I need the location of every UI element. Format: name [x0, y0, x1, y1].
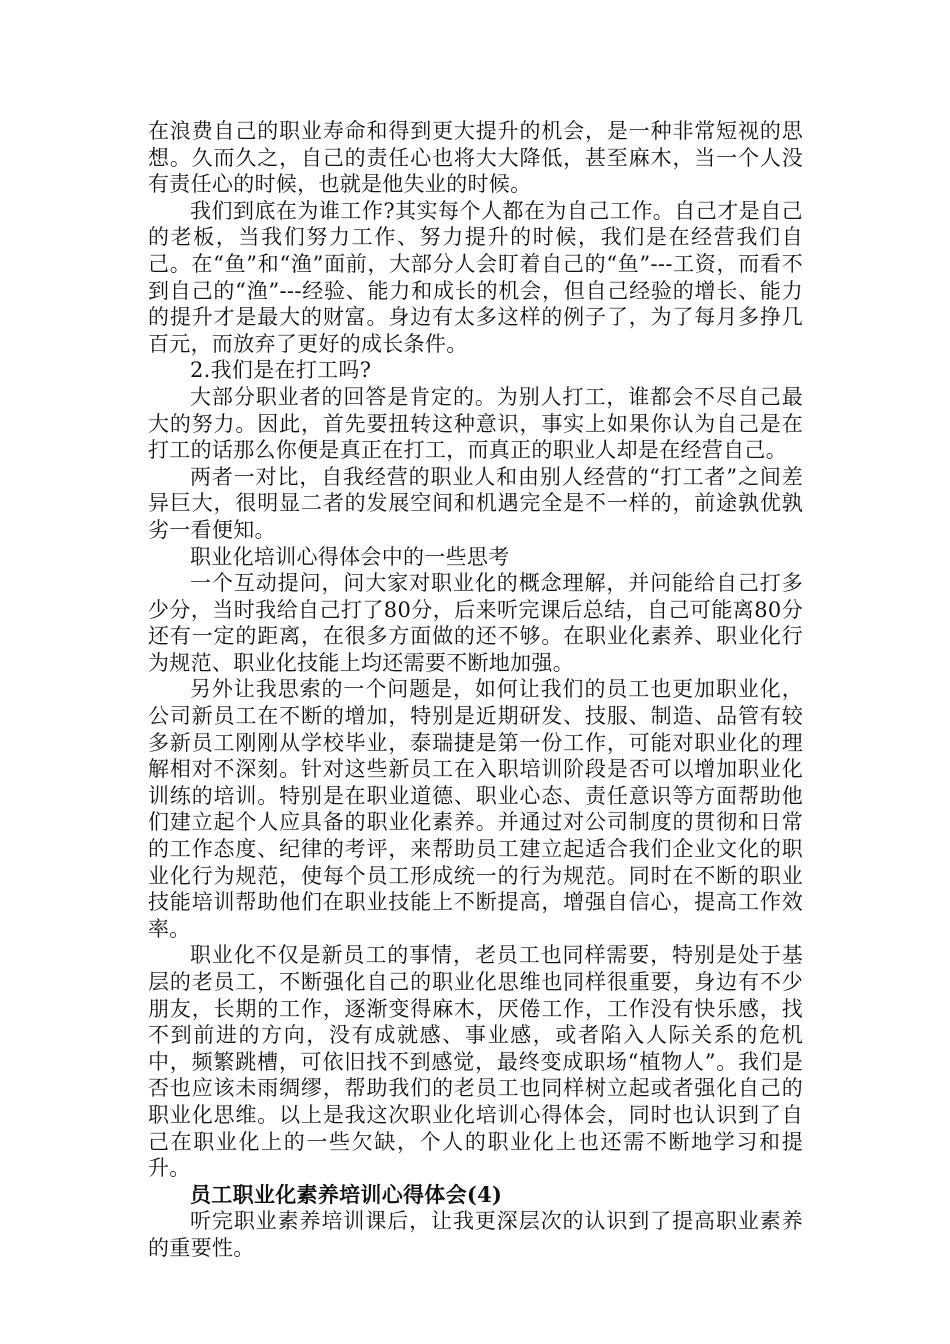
paragraph-comparison: 两者一对比，自我经营的职业人和由别人经营的“打工者”之间差异巨大，很明显二者的发展空间和机遇完全是不一样的，前途孰优孰劣一看便知。 [148, 464, 803, 542]
article-title-4: 员工职业化素养培训心得体会(4) [190, 1181, 503, 1207]
paragraph-interactive-question: 一个互动提问，问大家对职业化的概念理解，并问能给自己打多少分，当时我给自己打了80分，后来听完课后总结，自己可能离80分还有一定的距离，在很多方面做的还不够。在职业化素养、职业化行为规范、职业化技能上均还需要不断地加强。 [148, 571, 803, 675]
paragraph-who-we-work-for: 我们到底在为谁工作?其实每个人都在为自己工作。自己才是自己的老板，当我们努力工作、努力提升的时候，我们是在经营我们自己。在“鱼”和“渔”面前，大部分人会盯着自己的“鱼”---工资，而看不到自己的“渔”---经验、能力和成长的机会，但自己经验的增长、能力的提升才是最大的财富。身边有太多这样的例子了，为了每月多挣几百元，而放弃了更好的成长条件。 [148, 198, 803, 356]
document-page [148, 118, 803, 1262]
paragraph-senior-employees: 职业化不仅是新员工的事情，老员工也同样需要，特别是处于基层的老员工，不断强化自己的职业化思维也同样很重要，身边有不少朋友，长期的工作，逐渐变得麻木，厌倦工作，工作没有快乐感，找不到前进的方向，没有成就感、事业感，或者陷入人际关系的危机中，频繁跳槽，可依旧找不到感觉，最终变成职场“植物人”。我们是否也应该未雨绸缪，帮助我们的老员工也同样树立起或者强化自己的职业化思维。以上是我这次职业化培训心得体会，同时也认识到了自己在职业化上的一些欠缺，个人的职业化上也还需不断地学习和提升。 [148, 943, 803, 1181]
paragraph-new-employees: 另外让我思索的一个问题是，如何让我们的员工也更加职业化，公司新员工在不断的增加，特别是近期研发、技服、制造、品管有较多新员工刚刚从学校毕业，泰瑞捷是第一份工作，可能对职业化的理解相对不深刻。针对这些新员工在入职培训阶段是否可以增加职业化训练的培训。特别是在职业道德、职业心态、责任意识等方面帮助他们建立起个人应具备的职业化素养。并通过对公司制度的贯彻和日常的工作态度、纪律的考评，来帮助员工建立起适合我们企业文化的职业化行为规范，使每个员工形成统一的行为规范。同时在不断的职业技能培训帮助他们在职业技能上不断提高，增强自信心，提高工作效率。 [148, 677, 803, 941]
paragraph-after-training: 听完职业素养培训课后，让我更深层次的认识到了提高职业素养的重要性。 [148, 1209, 803, 1260]
section-heading-working-for-others: 2.我们是在打工吗? [190, 358, 372, 383]
paragraph-most-professionals: 大部分职业者的回答是肯定的。为别人打工，谁都会不尽自己最大的努力。因此，首先要扭转这种意识，事实上如果你认为自己是在打工的话那么你便是真正在打工，而真正的职业人却是在经营自己。 [148, 384, 803, 463]
section-heading-reflections: 职业化培训心得体会中的一些思考 [190, 544, 510, 569]
paragraph-continuation: 在浪费自己的职业寿命和得到更大提升的机会，是一种非常短视的思想。久而久之，自己的责任心也将大大降低，甚至麻木，当一个人没有责任心的时候，也就是他失业的时候。 [148, 119, 803, 197]
